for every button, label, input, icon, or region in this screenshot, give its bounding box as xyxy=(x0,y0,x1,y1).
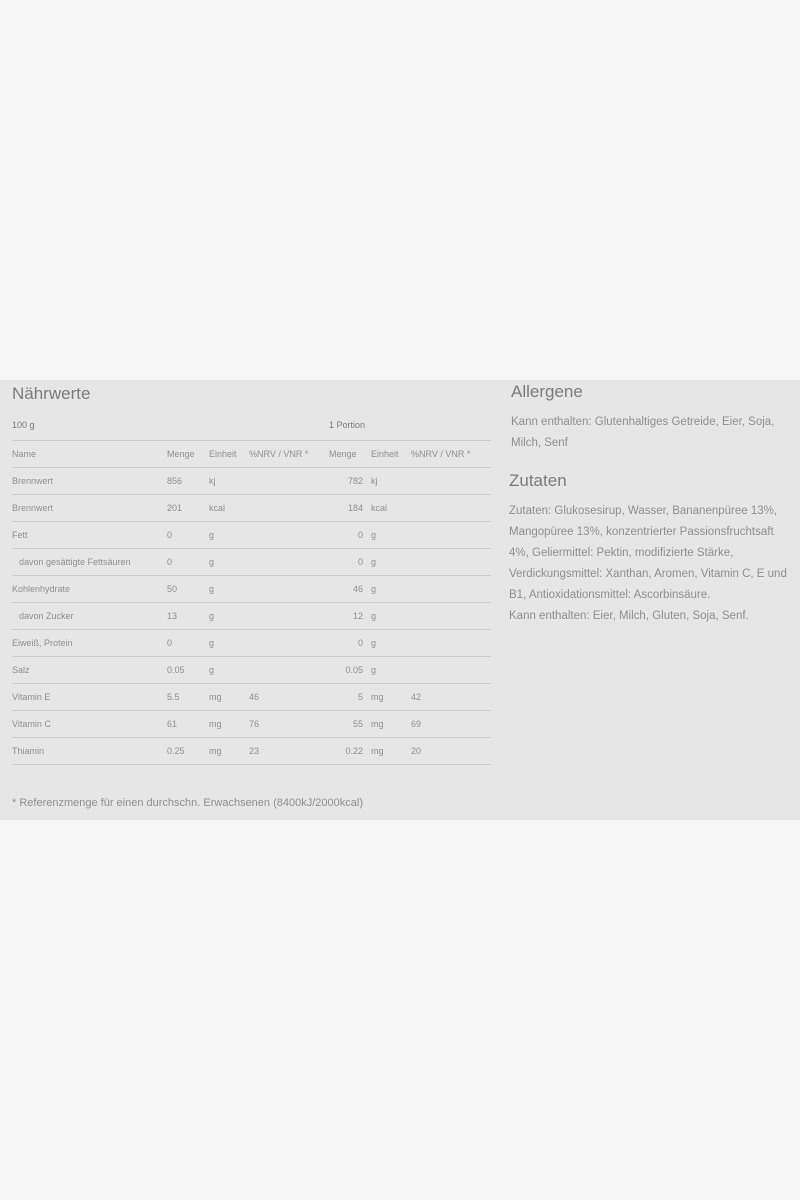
row-amount-100g: 0 xyxy=(167,522,209,549)
product-info-panel xyxy=(0,380,800,820)
row-amount-100g: 0.25 xyxy=(167,738,209,765)
row-amount-100g: 0 xyxy=(167,630,209,657)
row-nrv-100g xyxy=(249,630,329,657)
allergens-text: Kann enthalten: Glutenhaltiges Getreide, Eier, Soja, Milch, Senf xyxy=(511,416,775,449)
row-name: Brennwert xyxy=(12,495,167,522)
row-unit-portion: mg xyxy=(371,711,411,738)
row-nrv-100g xyxy=(249,576,329,603)
col-header-unit-100g: Einheit xyxy=(209,441,249,468)
row-nrv-portion xyxy=(411,630,491,657)
ingredients-block xyxy=(509,501,793,627)
row-name: Fett xyxy=(12,522,167,549)
table-row xyxy=(12,684,491,711)
row-unit-portion: g xyxy=(371,576,411,603)
row-unit-portion: g xyxy=(371,630,411,657)
row-amount-portion: 0 xyxy=(329,549,371,576)
row-unit-100g: mg xyxy=(209,684,249,711)
table-row xyxy=(12,603,491,630)
row-name: Vitamin C xyxy=(12,711,167,738)
col-header-amount-portion: Menge xyxy=(329,441,371,468)
row-unit-100g: g xyxy=(209,549,249,576)
row-amount-portion: 782 xyxy=(329,468,371,495)
row-unit-portion: g xyxy=(371,549,411,576)
reference-footnote: * Referenzmenge für einen durchschn. Erwachsenen (8400kJ/2000kcal) xyxy=(12,797,363,809)
row-name: Eiweiß, Protein xyxy=(12,630,167,657)
row-unit-100g: g xyxy=(209,603,249,630)
table-row xyxy=(12,657,491,684)
row-amount-100g: 5.5 xyxy=(167,684,209,711)
row-unit-100g: mg xyxy=(209,711,249,738)
row-nrv-portion xyxy=(411,576,491,603)
row-name: davon gesättigte Fettsäuren xyxy=(12,549,167,576)
col-header-nrv-100g: %NRV / VNR * xyxy=(249,441,329,468)
group-header-portion: 1 Portion xyxy=(329,420,366,430)
row-unit-100g: kcal xyxy=(209,495,249,522)
row-nrv-100g xyxy=(249,495,329,522)
row-amount-100g: 0 xyxy=(167,549,209,576)
row-unit-100g: g xyxy=(209,657,249,684)
ingredients-title: Zutaten xyxy=(509,471,567,490)
row-amount-100g: 201 xyxy=(167,495,209,522)
row-nrv-portion xyxy=(411,603,491,630)
table-row xyxy=(12,738,491,765)
row-name: davon Zucker xyxy=(12,603,167,630)
row-amount-portion: 5 xyxy=(329,684,371,711)
nutrition-table xyxy=(12,440,491,765)
row-nrv-portion xyxy=(411,495,491,522)
row-nrv-100g xyxy=(249,468,329,495)
row-nrv-portion: 20 xyxy=(411,738,491,765)
row-unit-portion: mg xyxy=(371,738,411,765)
row-unit-100g: g xyxy=(209,630,249,657)
row-nrv-100g xyxy=(249,549,329,576)
row-name: Vitamin E xyxy=(12,684,167,711)
table-header-row xyxy=(12,441,491,468)
col-header-amount-100g: Menge xyxy=(167,441,209,468)
table-row xyxy=(12,549,491,576)
row-name: Brennwert xyxy=(12,468,167,495)
row-unit-portion: g xyxy=(371,603,411,630)
table-row xyxy=(12,711,491,738)
row-nrv-100g: 23 xyxy=(249,738,329,765)
row-amount-portion: 0 xyxy=(329,630,371,657)
row-nrv-portion xyxy=(411,549,491,576)
row-amount-portion: 184 xyxy=(329,495,371,522)
row-nrv-100g xyxy=(249,522,329,549)
row-amount-portion: 0 xyxy=(329,522,371,549)
col-header-name: Name xyxy=(12,441,167,468)
row-nrv-100g xyxy=(249,657,329,684)
allergens-title: Allergene xyxy=(511,382,583,401)
row-amount-portion: 12 xyxy=(329,603,371,630)
row-unit-100g: mg xyxy=(209,738,249,765)
row-nrv-portion: 42 xyxy=(411,684,491,711)
group-header-100g: 100 g xyxy=(12,420,35,430)
table-row xyxy=(12,630,491,657)
row-nrv-100g: 46 xyxy=(249,684,329,711)
col-header-nrv-portion: %NRV / VNR * xyxy=(411,441,491,468)
row-name: Thiamin xyxy=(12,738,167,765)
row-amount-100g: 50 xyxy=(167,576,209,603)
ingredients-text: Zutaten: Glukosesirup, Wasser, Bananenpüree 13%, Mangopüree 13%, konzentrierter Passionsfruchtsaft 4%, Geliermittel: Pektin, modifizierte Stärke, Verdickungsmittel: Xanthan, Aromen, Vitamin C, E und B1, Antioxidationsmittel: Ascorbinsäure. xyxy=(509,505,787,601)
row-amount-portion: 46 xyxy=(329,576,371,603)
table-row xyxy=(12,468,491,495)
table-row xyxy=(12,576,491,603)
row-name: Salz xyxy=(12,657,167,684)
row-amount-100g: 856 xyxy=(167,468,209,495)
row-nrv-portion xyxy=(411,468,491,495)
row-unit-100g: g xyxy=(209,522,249,549)
row-unit-portion: mg xyxy=(371,684,411,711)
nutrition-title: Nährwerte xyxy=(12,384,91,403)
table-row xyxy=(12,522,491,549)
row-nrv-100g xyxy=(249,603,329,630)
table-row xyxy=(12,495,491,522)
ingredients-may-contain: Kann enthalten: Eier, Milch, Gluten, Soja, Senf. xyxy=(509,610,749,622)
col-header-unit-portion: Einheit xyxy=(371,441,411,468)
row-amount-portion: 0.05 xyxy=(329,657,371,684)
row-unit-100g: g xyxy=(209,576,249,603)
row-amount-portion: 55 xyxy=(329,711,371,738)
row-nrv-100g: 76 xyxy=(249,711,329,738)
row-amount-100g: 61 xyxy=(167,711,209,738)
row-unit-100g: kj xyxy=(209,468,249,495)
row-unit-portion: kj xyxy=(371,468,411,495)
row-amount-100g: 0.05 xyxy=(167,657,209,684)
row-name: Kohlenhydrate xyxy=(12,576,167,603)
row-amount-100g: 13 xyxy=(167,603,209,630)
row-nrv-portion xyxy=(411,657,491,684)
row-amount-portion: 0.22 xyxy=(329,738,371,765)
row-unit-portion: g xyxy=(371,657,411,684)
row-unit-portion: kcal xyxy=(371,495,411,522)
row-unit-portion: g xyxy=(371,522,411,549)
row-nrv-portion xyxy=(411,522,491,549)
row-nrv-portion: 69 xyxy=(411,711,491,738)
